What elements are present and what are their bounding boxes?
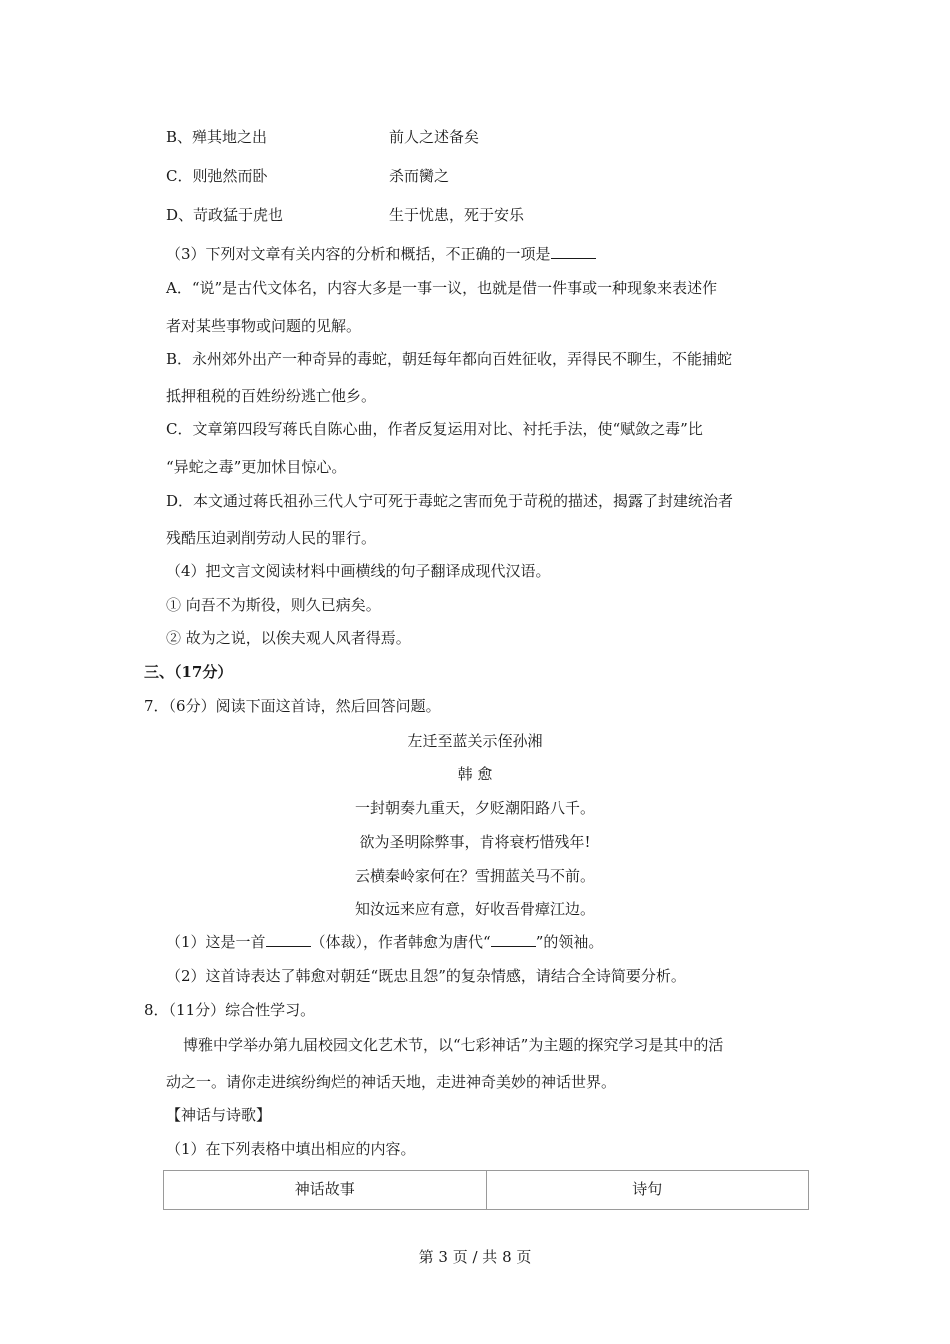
q3-stem [166, 244, 596, 264]
q3-option-a-line2: 者对某些事物或问题的见解。 [166, 317, 362, 335]
option-d-right: 生于忧患，死于安乐 [389, 206, 525, 224]
poem-line-2: 欲为圣明除弊事，肯将衰朽惜残年! [359, 833, 591, 851]
q4-sentence-2: ② 故为之说，以俟夫观人风者得焉。 [166, 629, 411, 647]
q8-section-heading: 【神话与诗歌】 [166, 1106, 272, 1124]
option-d-label: D、苛政猛于虎也 [166, 206, 284, 224]
option-b-right: 前人之述备矣 [389, 128, 480, 146]
q8-stem: 8．（11分）综合性学习。 [144, 1001, 316, 1019]
q7-movement-blank [491, 932, 536, 947]
q8-intro-line1: 博雅中学举办第九届校园文化艺术节，以“七彩神话”为主题的探究学习是其中的活 [183, 1036, 724, 1054]
q3-option-b-line2: 抵押租税的百姓纷纷逃亡他乡。 [166, 387, 377, 405]
section-3-heading: 三、（17分） [144, 663, 233, 681]
q3-answer-blank [551, 244, 596, 259]
q8-intro-line2: 动之一。请你走进缤纷绚烂的神话天地，走进神奇美妙的神话世界。 [166, 1073, 617, 1091]
poem-line-3: 云横秦岭家何在？雪拥蓝关马不前。 [354, 867, 595, 885]
q3-option-c-line2: “异蛇之毒”更加怵目惊心。 [166, 458, 347, 476]
poem-line-1: 一封朝奏九重天，夕贬潮阳路八千。 [354, 799, 595, 817]
q7-sub1-text-c: ”的领袖。 [535, 933, 604, 951]
q7-sub2: （2）这首诗表达了韩愈对朝廷“既忠且怨”的复杂情感，请结合全诗简要分析。 [166, 967, 686, 985]
option-c-label: C．则弛然而卧 [166, 167, 268, 185]
q8-sub1: （1）在下列表格中填出相应的内容。 [166, 1140, 416, 1158]
table-header-row [164, 1171, 809, 1210]
q7-sub1-text-b: （体裁），作者韩愈为唐代“ [310, 933, 491, 951]
q3-option-d-line1: D．本文通过蒋氏祖孙三代人宁可死于毒蛇之害而免于苛税的描述，揭露了封建统治者 [166, 492, 734, 510]
q4-stem: （4）把文言文阅读材料中画横线的句子翻译成现代汉语。 [166, 562, 551, 580]
option-b-label: B、殚其地之出 [166, 128, 268, 146]
q7-stem: 7．（6分）阅读下面这首诗，然后回答问题。 [144, 697, 441, 715]
q3-option-a-line1: A．“说”是古代文体名，内容大多是一事一议，也就是借一件事或一种现象来表述作 [166, 279, 718, 297]
q7-sub1 [166, 932, 603, 952]
q3-option-b-line1: B．永州郊外出产一种奇异的毒蛇，朝廷每年都向百姓征收，弄得民不聊生，不能捕蛇 [166, 350, 733, 368]
q4-sentence-1: ① 向吾不为斯役，则久已病矣。 [166, 596, 381, 614]
table-header-poem: 诗句 [486, 1171, 809, 1210]
poem-title: 左迁至蓝关示侄孙湘 [407, 732, 543, 750]
q7-sub1-text-a: （1）这是一首 [166, 933, 266, 951]
option-c-right: 杀而臠之 [389, 167, 450, 185]
page-footer: 第 3 页 / 共 8 页 [418, 1248, 532, 1266]
myth-poem-table [163, 1170, 809, 1210]
q3-option-d-line2: 残酷压迫剥削劳动人民的罪行。 [166, 529, 377, 547]
q3-stem-text: （3）下列对文章有关内容的分析和概括，不正确的一项是 [166, 245, 551, 263]
table-header-myth: 神话故事 [164, 1171, 487, 1210]
q3-option-c-line1: C．文章第四段写蒋氏自陈心曲，作者反复运用对比、衬托手法，使“赋敛之毒”比 [166, 420, 703, 438]
poem-author: 韩 愈 [457, 765, 493, 783]
q7-genre-blank [266, 932, 311, 947]
poem-line-4: 知汝远来应有意，好收吾骨瘴江边。 [354, 900, 595, 918]
